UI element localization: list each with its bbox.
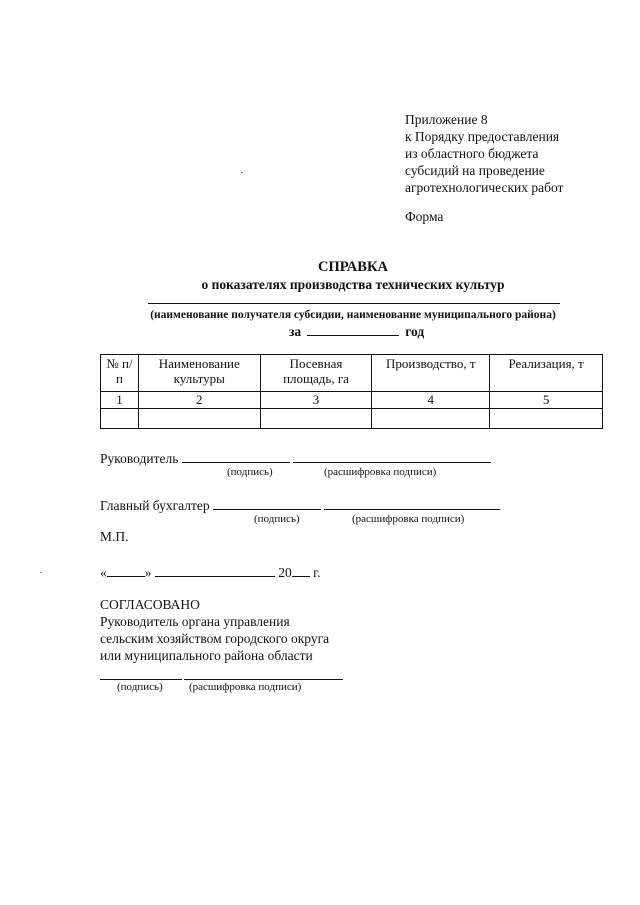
col-header-sales: Реализация, т <box>490 355 603 392</box>
approval-line: или муниципального района области <box>100 648 313 663</box>
head-decode-caption: (расшифровка подписи) <box>324 466 437 478</box>
col-number-cell: 5 <box>490 392 603 409</box>
accountant-label: Главный бухгалтер <box>100 498 210 513</box>
document-subtitle: о показателях производства технических культур <box>201 277 505 292</box>
annex-line: из областного бюджета <box>405 146 539 161</box>
head-signature-line <box>100 450 491 467</box>
date-line <box>100 564 321 581</box>
head-label: Руководитель <box>100 451 179 466</box>
approval-signature-field[interactable] <box>100 679 182 680</box>
approval-line: Руководитель органа управления <box>100 614 290 629</box>
table-row <box>101 409 603 429</box>
accountant-decode-caption: (расшифровка подписи) <box>352 513 465 525</box>
accountant-signature-field[interactable] <box>213 497 321 510</box>
scan-dot <box>40 572 42 573</box>
period-line <box>289 323 424 340</box>
col-number-cell: 4 <box>372 392 490 409</box>
annex-line: субсидий на проведение <box>405 163 545 178</box>
document-title: СПРАВКА <box>318 259 388 275</box>
col-header-sown-area: Посевная площадь, га <box>260 355 372 392</box>
date-year-suffix: г. <box>313 565 321 580</box>
annex-block <box>405 111 563 196</box>
col-number-cell: 1 <box>101 392 139 409</box>
table-cell[interactable] <box>101 409 139 429</box>
table-cell[interactable] <box>490 409 603 429</box>
annex-line: агротехнологических работ <box>405 180 564 195</box>
annex-line: к Порядку предоставления <box>405 129 560 144</box>
col-number-cell: 2 <box>138 392 260 409</box>
head-signature-field[interactable] <box>182 450 290 463</box>
date-close-quote: » <box>144 565 152 580</box>
table-cell[interactable] <box>260 409 372 429</box>
col-header-production: Производство, т <box>372 355 490 392</box>
period-suffix: год <box>405 324 425 339</box>
scan-dot <box>241 172 243 173</box>
col-number-cell: 3 <box>260 392 372 409</box>
head-decode-field[interactable] <box>293 450 491 463</box>
recipient-caption: (наименование получателя субсидии, наименование муниципального района) <box>150 309 556 321</box>
table-number-row <box>101 392 603 409</box>
date-year-prefix: 20 <box>278 565 292 580</box>
date-year-field[interactable] <box>292 564 310 577</box>
col-header-crop-name: Наименование культуры <box>138 355 260 392</box>
approval-heading: СОГЛАСОВАНО <box>100 597 200 612</box>
table-cell[interactable] <box>138 409 260 429</box>
approval-signature-caption: (подпись) <box>117 681 163 693</box>
recipient-field-line[interactable] <box>148 303 560 304</box>
accountant-signature-caption: (подпись) <box>254 513 300 525</box>
head-signature-caption: (подпись) <box>227 466 273 478</box>
col-header-number: № п/п <box>101 355 139 392</box>
period-year-field[interactable] <box>307 323 399 336</box>
date-month-field[interactable] <box>155 564 275 577</box>
form-label: Форма <box>405 209 444 224</box>
approval-decode-field[interactable] <box>184 679 343 680</box>
date-open-quote: « <box>100 565 107 580</box>
accountant-decode-field[interactable] <box>324 497 500 510</box>
approval-block <box>100 596 329 664</box>
approval-line: сельским хозяйством городского округа <box>100 631 330 646</box>
table-header-row <box>101 355 603 392</box>
period-prefix: за <box>289 324 302 339</box>
accountant-signature-line <box>100 497 500 514</box>
annex-line: Приложение 8 <box>405 112 488 127</box>
crops-table <box>100 354 603 429</box>
stamp-placeholder: М.П. <box>100 529 129 544</box>
approval-decode-caption: (расшифровка подписи) <box>189 681 302 693</box>
date-day-field[interactable] <box>107 564 145 577</box>
table-cell[interactable] <box>372 409 490 429</box>
